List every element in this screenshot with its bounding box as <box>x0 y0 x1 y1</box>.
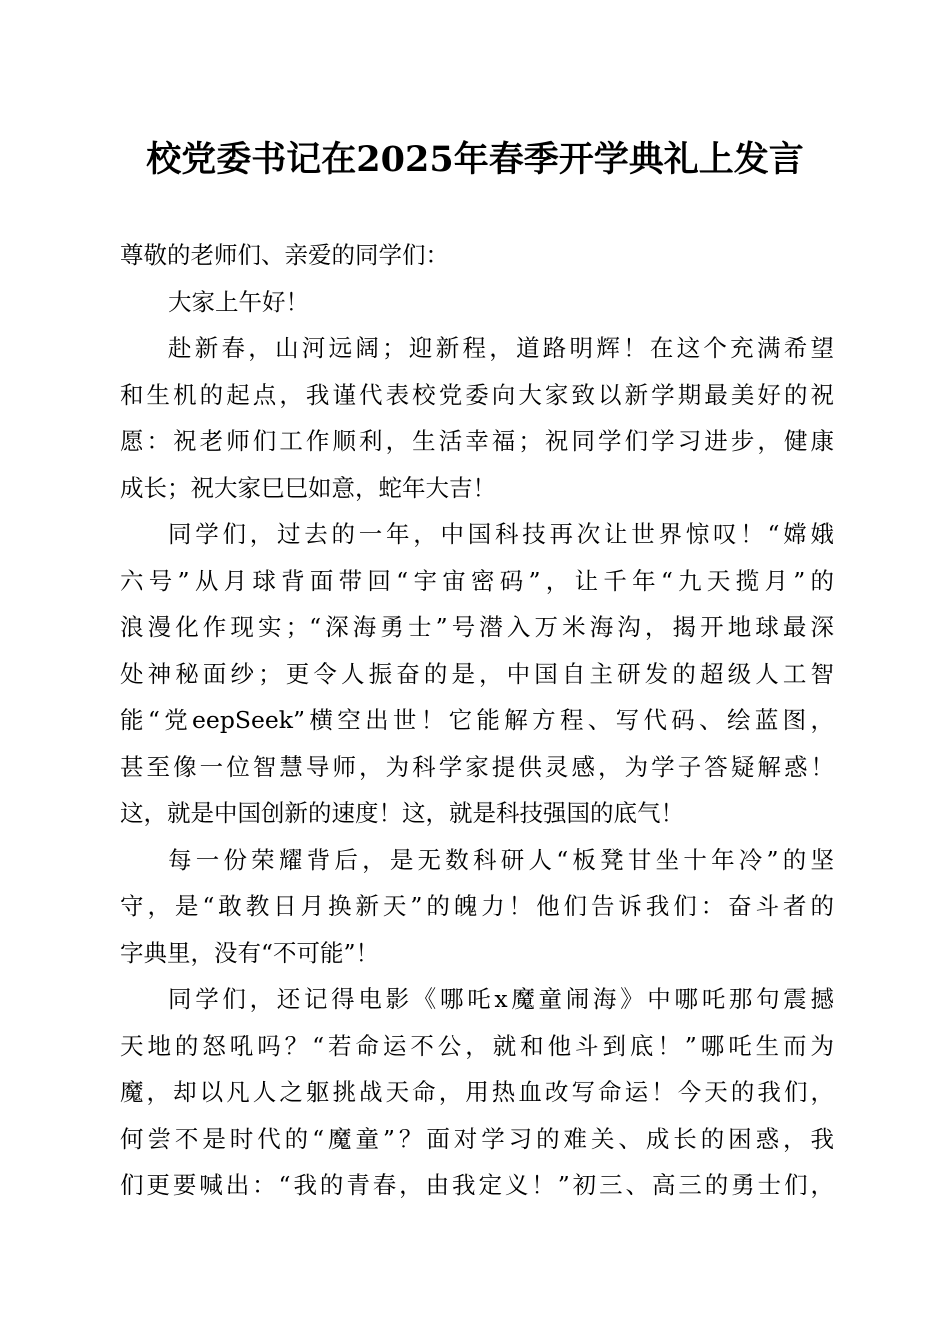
text-line: 尊敬的老师们、亲爱的同学们： <box>120 241 449 269</box>
text-line: 守，是“敢教日月换新天”的魄力！他们告诉我们：奋斗者的 <box>120 892 834 920</box>
text-line: 同学们，过去的一年，中国科技再次让世界惊叹！“嫦娥 <box>168 520 834 548</box>
text-line: 这，就是中国创新的速度！这，就是科技强国的底气！ <box>120 799 684 827</box>
text-line: 愿：祝老师们工作顺利，生活幸福；祝同学们学习进步，健康 <box>120 427 834 455</box>
text-line: 同学们，还记得电影《哪吒x魔童闹海》中哪吒那句震撼 <box>168 985 834 1013</box>
text-line: 字典里，没有“不可能”！ <box>120 938 380 967</box>
text-line: 何尝不是时代的“魔童”？面对学习的难关、成长的困惑，我 <box>120 1124 834 1153</box>
text-line: 赴新春，山河远阔；迎新程，道路明辉！在这个充满希望 <box>168 334 834 362</box>
text-line: 甚至像一位智慧导师，为科学家提供灵感，为学子答疑解惑！ <box>120 752 834 781</box>
document-body <box>120 232 834 1209</box>
text-line: 天地的怒吼吗？“若命运不公，就和他斗到底！”哪吒生而为 <box>120 1031 834 1060</box>
text-line: 们更要喊出：“我的青春，由我定义！”初三、高三的勇士们， <box>120 1171 834 1199</box>
text-line: 魔，却以凡人之躯挑战天命，用热血改写命运！今天的我们， <box>120 1078 834 1106</box>
text-line: 和生机的起点，我谨代表校党委向大家致以新学期最美好的祝 <box>120 380 834 409</box>
text-line: 浪漫化作现实；“深海勇士”号潜入万米海沟，揭开地球最深 <box>120 613 834 641</box>
text-line: 六号”从月球背面带回“宇宙密码”，让千年“九天揽月”的 <box>120 566 834 595</box>
text-line: 每一份荣耀背后，是无数科研人“板凳甘坐十年冷”的坚 <box>168 845 834 874</box>
text-line: 大家上午好！ <box>168 287 309 316</box>
page-title: 校党委书记在2025年春季开学典礼上发言 <box>146 139 804 180</box>
text-line: 成长；祝大家巳巳如意，蛇年大吉！ <box>120 473 496 502</box>
text-line: 处神秘面纱；更令人振奋的是，中国自主研发的超级人工智 <box>120 659 834 688</box>
text-line: 能“党eepSeek”横空出世！它能解方程、写代码、绘蓝图， <box>120 706 834 734</box>
